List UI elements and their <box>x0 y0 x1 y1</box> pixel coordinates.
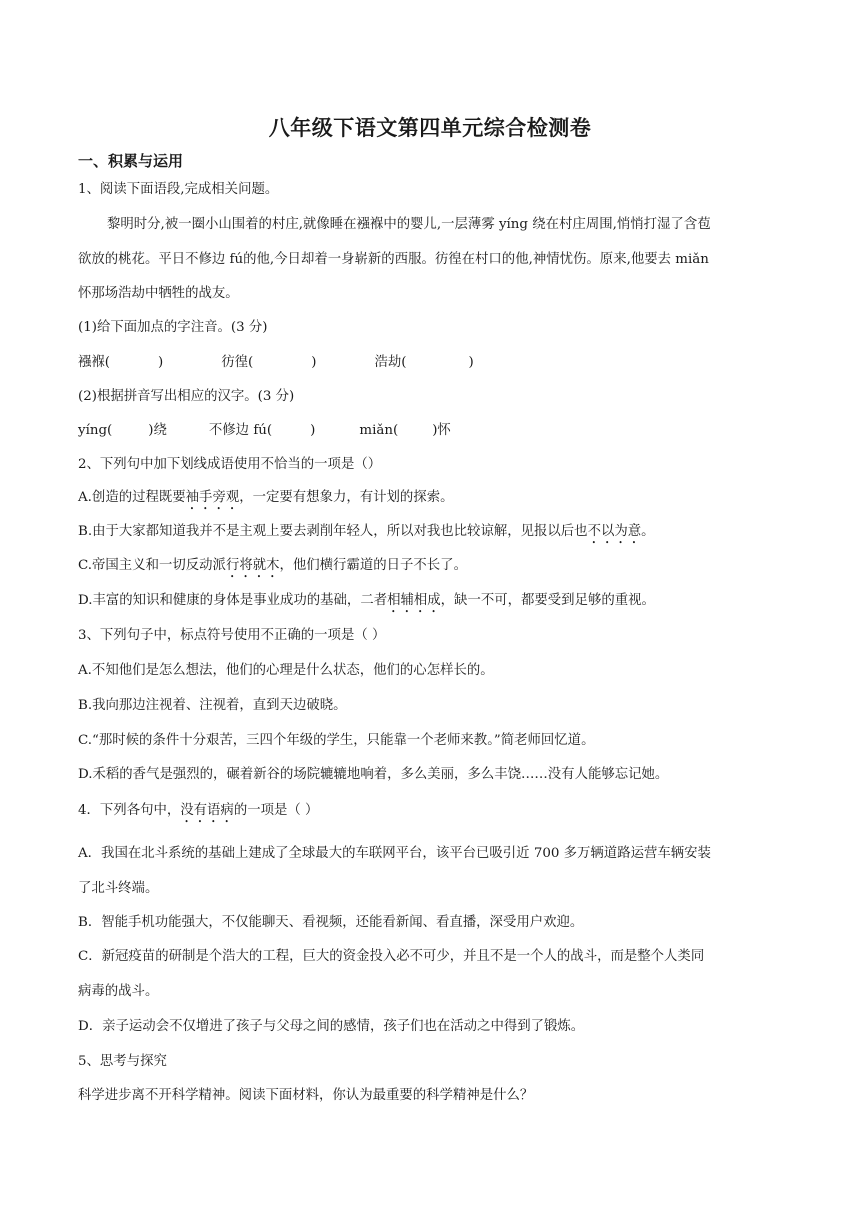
q4-option-c-line-1: C．新冠疫苗的研制是个浩大的工程，巨大的资金投入必不可少，并且不是一个人的战斗，而是整个人类同 <box>78 949 705 964</box>
q1-sub2-prompt: (2)根据拼音写出相应的汉字。(3 分) <box>78 389 295 404</box>
q1-sub1-prompt: (1)给下面加点的字注音。(3 分) <box>78 320 268 335</box>
answer-item: 不修边 fú( <box>208 423 273 438</box>
page-title: 八年级下语文第四单元综合检测卷 <box>268 116 592 140</box>
option-text: A.创造的过程既要 <box>78 490 186 505</box>
q2-option-c <box>78 556 784 581</box>
dotted-idiom: 行将就木 <box>225 558 280 573</box>
dotted-phrase: 没有语病 <box>180 803 234 818</box>
q4-option-d: D．亲子运动会不仅增进了孩子与父母之间的感情，孩子们也在活动之中得到了锻炼。 <box>78 1019 585 1034</box>
q1-paragraph-line-1: 黎明时分,被一圈小山围着的村庄,就像睡在襁褓中的婴儿,一层薄雾 yíng 绕在村庄周围,悄悄打湿了含苞 <box>107 217 711 232</box>
option-text: ，缺一不可，都要受到足够的重视。 <box>440 593 655 608</box>
q3-prompt: 3、下列句子中，标点符号使用不正确的一项是（ ） <box>78 628 386 643</box>
answer-item: 襁褓( <box>78 355 111 370</box>
q5-text: 科学进步离不开科学精神。阅读下面材料，你认为最重要的科学精神是什么？ <box>78 1088 534 1103</box>
q4-option-a-line-2: 了北斗终端。 <box>78 881 159 896</box>
answer-item: ) <box>311 355 317 370</box>
prompt-text: 的一项是（ ） <box>233 803 319 818</box>
q2-option-a <box>78 488 784 513</box>
option-text: ，一定要有想象力，有计划的探索。 <box>239 490 454 505</box>
dotted-idiom: 相辅相成 <box>387 593 441 608</box>
option-text: 。 <box>641 524 655 539</box>
answer-item: ) <box>310 423 316 438</box>
q4-option-b: B．智能手机功能强大，不仅能聊天、看视频，还能看新闻、看直播，深受用户欢迎。 <box>78 915 584 930</box>
answer-item: 彷徨( <box>221 355 254 370</box>
q3-option-b: B.我向那边注视着、注视着，直到天边破晓。 <box>78 698 347 713</box>
q3-option-a: A.不知他们是怎么想法，他们的心理是什么状态，他们的心怎样长的。 <box>78 663 494 678</box>
q5-prompt: 5、思考与探究 <box>78 1054 167 1069</box>
q2-option-d <box>78 591 784 616</box>
option-text: C.帝国主义和一切反动派 <box>78 558 226 573</box>
option-text: D.丰富的知识和健康的身体是事业成功的基础，二者 <box>78 593 388 608</box>
answer-item: yíng( <box>78 423 113 438</box>
q1-sub2-answer-row <box>78 421 784 441</box>
q4-option-c-line-2: 病毒的战斗。 <box>78 984 159 999</box>
dotted-idiom: 袖手旁观 <box>185 490 240 505</box>
option-text: B.由于大家都知道我并不是主观上要去剥削年轻人，所以对我也比较谅解，见报以后也 <box>78 524 588 539</box>
q3-option-c: C.“那时候的条件十分艰苦，三四个年级的学生，只能靠一个老师来教。”简老师回忆道。 <box>78 733 595 748</box>
q2-option-b <box>78 522 784 547</box>
q1-prompt: 1、阅读下面语段,完成相关问题。 <box>78 182 279 197</box>
q4-prompt <box>78 801 784 826</box>
answer-item: )怀 <box>432 423 451 438</box>
option-text: ，他们横行霸道的日子不长了。 <box>279 558 467 573</box>
q1-sub1-answer-row <box>78 353 784 373</box>
q3-option-d: D.禾稻的香气是强烈的，碾着新谷的场院辘辘地响着，多么美丽，多么丰饶……没有人能够忘记她。 <box>78 767 669 782</box>
answer-item: )绕 <box>148 423 167 438</box>
q1-paragraph-line-2: 欲放的桃花。平日不修边 fú的他,今日却着一身崭新的西服。彷徨在村口的他,神情忧伤。原来,他要去 miǎn <box>78 252 709 267</box>
q2-prompt: 2、下列句中加下划线成语使用不恰当的一项是（） <box>78 457 382 472</box>
section-heading: 一、积累与运用 <box>78 152 184 170</box>
answer-item: ) <box>468 355 474 370</box>
q1-paragraph-line-3: 怀那场浩劫中牺牲的战友。 <box>78 286 239 301</box>
answer-item: miǎn( <box>359 423 399 438</box>
prompt-text: 4．下列各句中， <box>78 803 181 818</box>
answer-item: ) <box>158 355 164 370</box>
dotted-idiom: 不以为意 <box>587 524 642 539</box>
answer-item: 浩劫( <box>374 355 407 370</box>
q4-option-a-line-1: A．我国在北斗系统的基础上建成了全球最大的车联网平台，该平台已吸引近 700 多万辆道路运营车辆安装 <box>78 846 711 861</box>
